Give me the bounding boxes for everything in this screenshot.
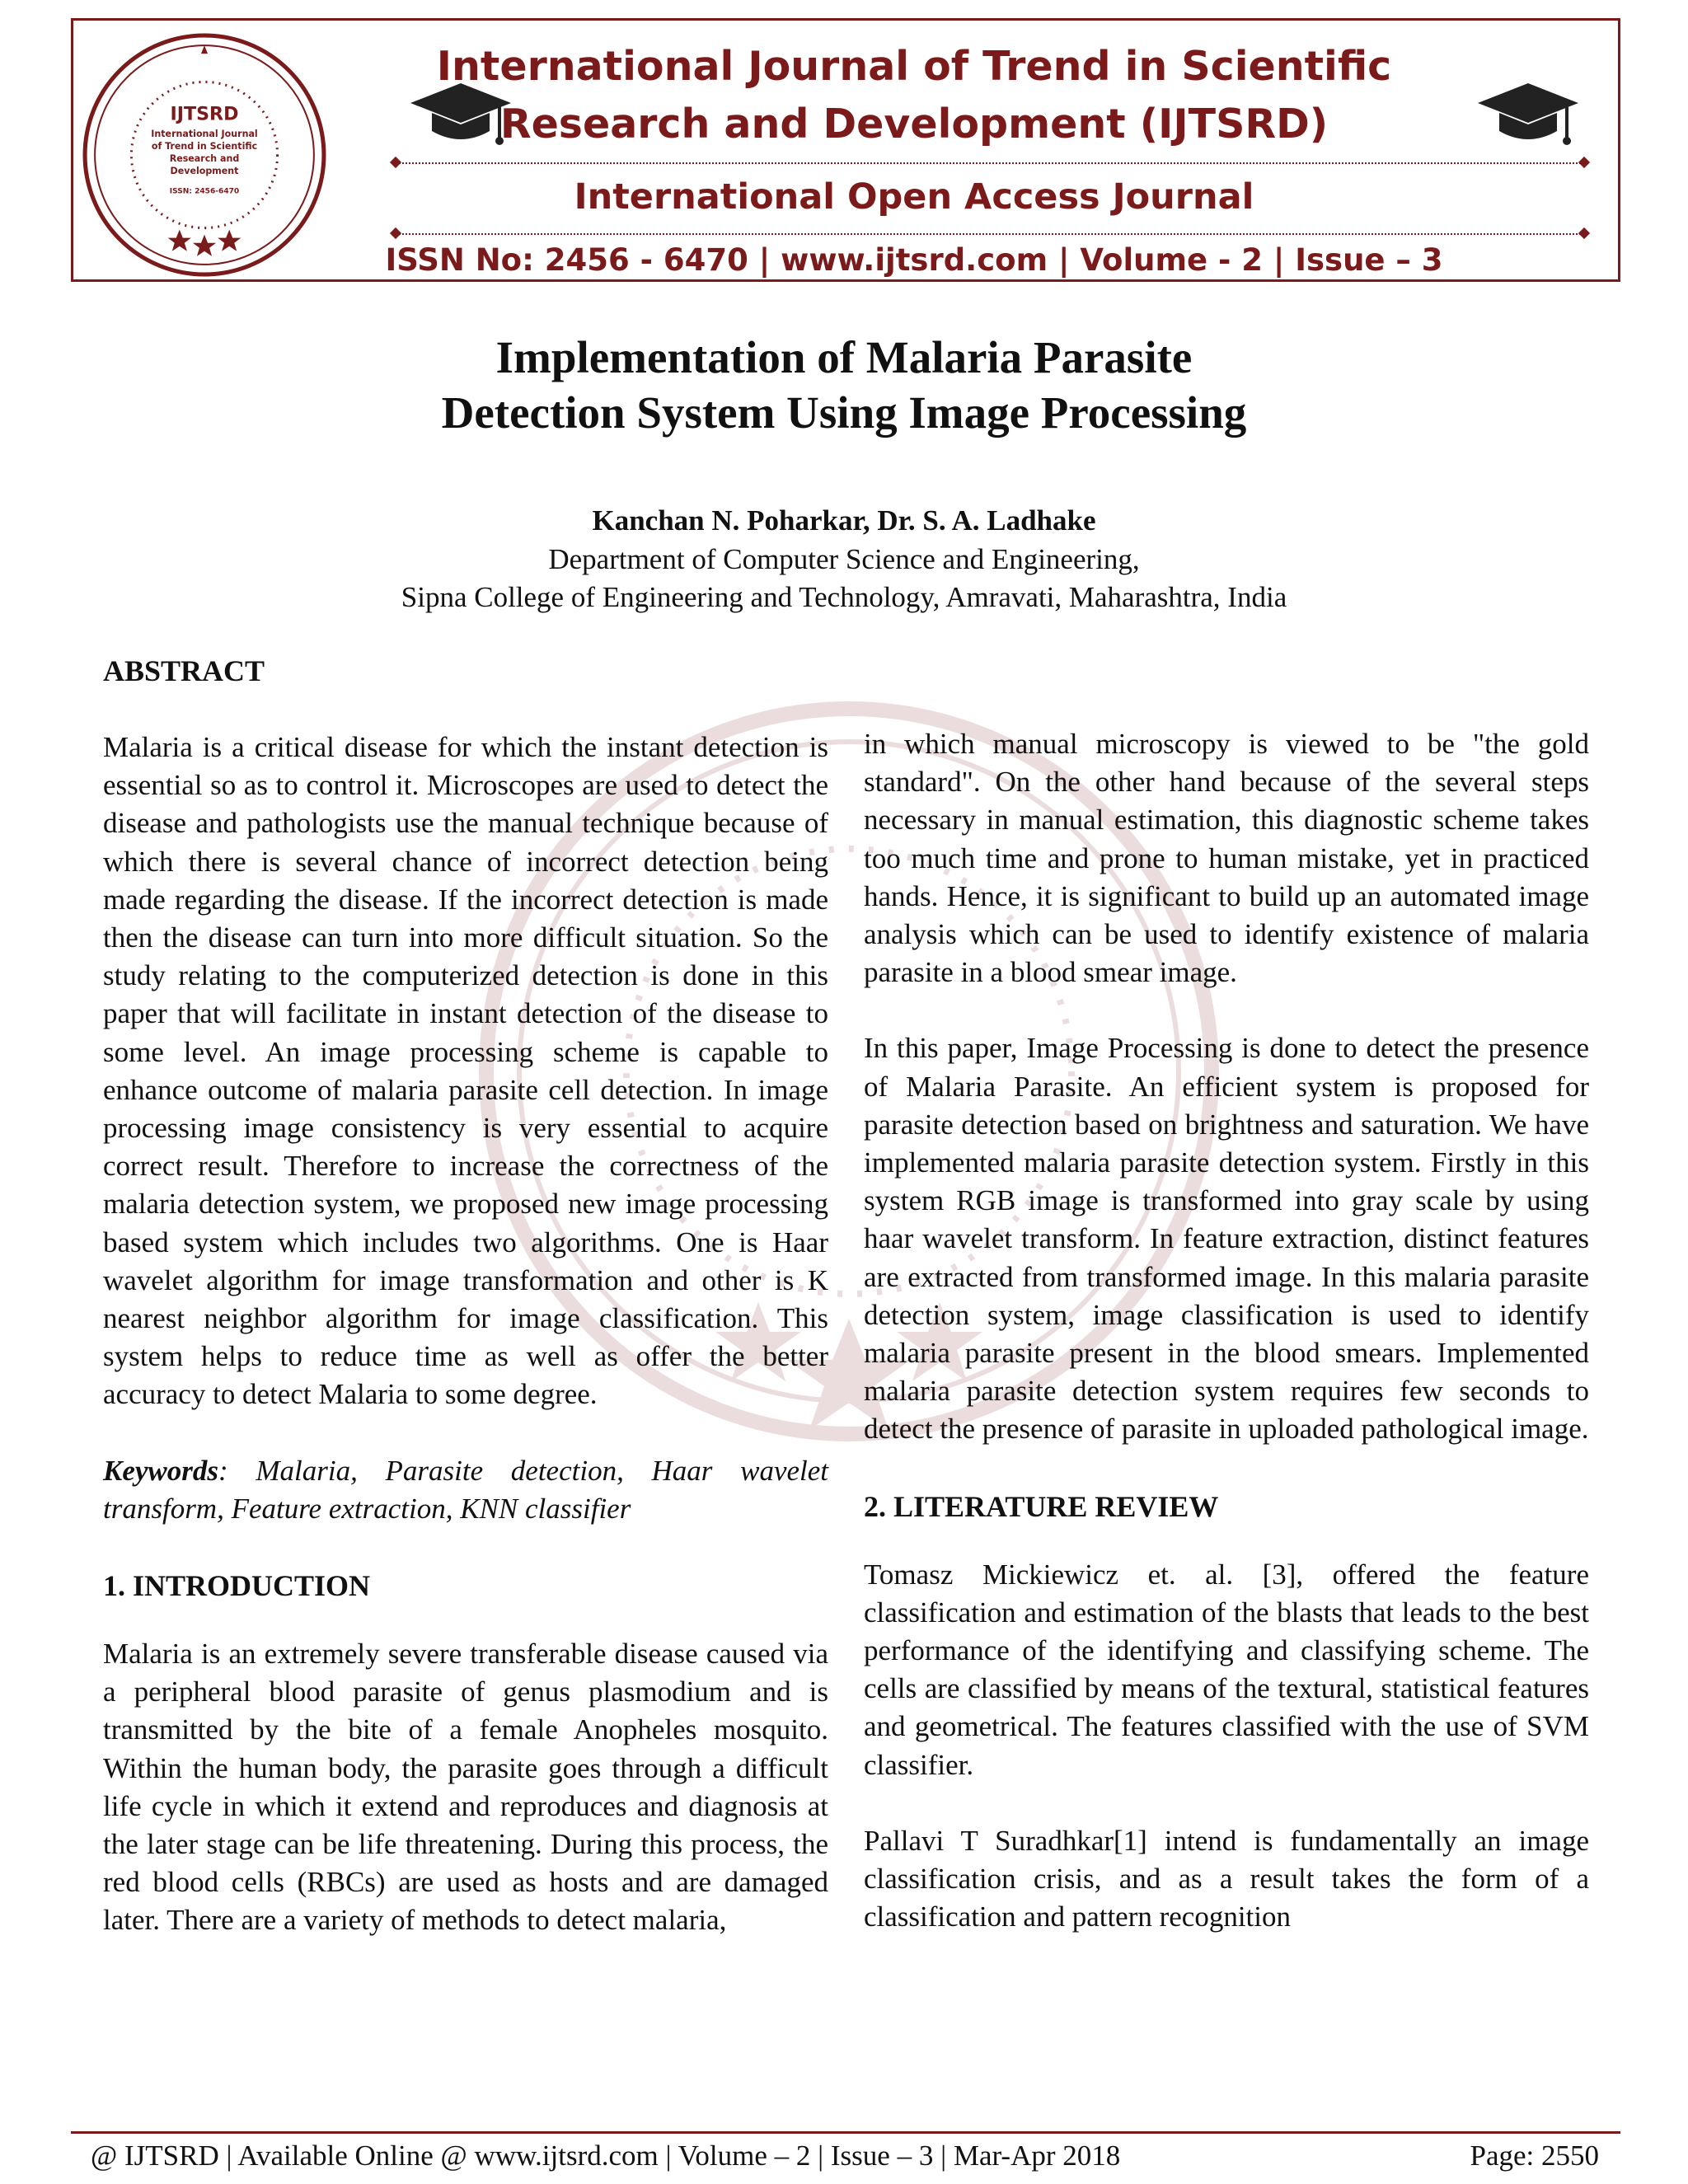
keywords-label: Keywords [103,1454,218,1487]
abstract-text: Malaria is a critical disease for which the instant detection is essential so as to control it. Microscopes are used to detect the disease and pathologists use the manual technique because of which there is several chance of incorrect detection being made regarding the disease. If the incorrect detection is made then the disease can turn into more difficult situation. So the study relating to the computerized detection is done in this paper that will facilitate in instant detection of the disease to some level. An image processing scheme is capable to enhance outcome of malaria parasite cell detection. In image processing image consistency is very essential to acquire correct result. Therefore to increase the correctness of the malaria detection system, we proposed new image processing based system which includes two algorithms. One is Haar wavelet algorithm for image transformation and other is K nearest neighbor algorithm for image classification. This system helps to reduce time as well as offer the better accuracy to detect Malaria to some degree. [103,731,828,1411]
footer-journal-info: @ IJTSRD | Available Online @ www.ijtsrd.com | Volume – 2 | Issue – 3 | Mar-Apr 2018 [91,2139,1121,2172]
journal-masthead [71,18,1620,282]
introduction-continued-text: in which manual microscopy is viewed to be "the gold standard". On the other hand because of the several steps necessary in manual estimation, this diagnostic scheme takes too much time and prone to human mistake, yet in practiced hands. Hence, it is significant to build up an automated image analysis which can be used to identify existence of malaria parasite in a blood smear image. [864,728,1589,989]
journal-title-line2: Research and Development (IJTSRD) [499,101,1329,148]
page-number: Page: 2550 [1470,2139,1599,2172]
svg-text:ISSN: 2456-6470: ISSN: 2456-6470 [169,187,240,196]
literature-review-paragraph-2: Pallavi T Suradhkar[1] intend is fundamentally an image classification crisis, and as a result takes the form of a classification and pattern recognition [864,1824,1589,1933]
right-column [864,725,1589,1936]
introduction-text: Malaria is an extremely severe transferable disease caused via a peripheral blood parasite of genus plasmodium and is transmitted by the bite of a female Anopheles mosquito. Within the human body, the parasite goes through a difficult life cycle in which it extend and reproduces and diagnosis at the later stage can be life threatening. During this process, the red blood cells (RBCs) are used as hosts and are damaged later. There are a variety of methods to detect malaria, [103,1638,828,1937]
literature-review-heading: 2. LITERATURE REVIEW [864,1489,1219,1523]
affiliation-institution: Sipna College of Engineering and Technology, Amravati, Maharashtra, India [401,581,1287,613]
paper-authors: Kanchan N. Poharkar, Dr. S. A. Ladhake [592,504,1096,537]
masthead-divider [396,233,1583,235]
svg-text:Research and: Research and [169,153,240,165]
affiliation-department: Department of Computer Science and Engineering, [548,543,1140,575]
svg-text:International Journal: International Journal [151,128,258,139]
left-column [103,651,828,1940]
svg-text:of Trend in Scientific: of Trend in Scientific [151,140,258,152]
paper-title-line1: Implementation of Malaria Parasite [495,332,1193,382]
introduction-paragraph-2: In this paper, Image Processing is done to detect the presence of Malaria Parasite. An efficient system is proposed for parasite detection based on brightness and saturation. We have implemented malaria parasite detection system. Firstly in this system RGB image is transformed into gray scale by using haar wavelet transform. In feature extraction, distinct features are extracted from transformed image. In this malaria parasite detection system, image classification is used to identify malaria parasite present in the blood smears. Implemented malaria parasite detection system requires few seconds to detect the presence of parasite in uploaded pathological image. [864,1032,1589,1446]
literature-review-paragraph-1: Tomasz Mickiewicz et. al. [3], offered the feature classification and estimation of the blasts that leads to the best performance of the identifying and classifying scheme. The cells are classified by means of the textural, statistical features and geometrical. The features classified with the use of SVM classifier. [864,1558,1589,1781]
introduction-heading: 1. INTRODUCTION [103,1569,371,1603]
open-access-label: International Open Access Journal [574,176,1254,218]
footer-divider [71,2131,1620,2134]
issn-line: ISSN No: 2456 - 6470 | www.ijtsrd.com | Volume - 2 | Issue – 3 [385,242,1443,278]
svg-text:Development: Development [170,166,239,177]
keywords-text: : Malaria, Parasite detection, Haar wavelet transform, Feature extraction, KNN classifier [103,1454,828,1525]
paper-title [0,330,1688,440]
masthead-divider [396,162,1583,164]
abstract-heading: ABSTRACT [103,654,265,687]
page-footer [91,2136,1599,2176]
paper-title-line2: Detection System Using Image Processing [441,387,1247,438]
keywords [103,1452,828,1528]
journal-seal-logo [80,30,329,279]
journal-title-line1: International Journal of Trend in Scientific [436,43,1392,90]
seal-acronym: IJTSRD [170,103,239,125]
